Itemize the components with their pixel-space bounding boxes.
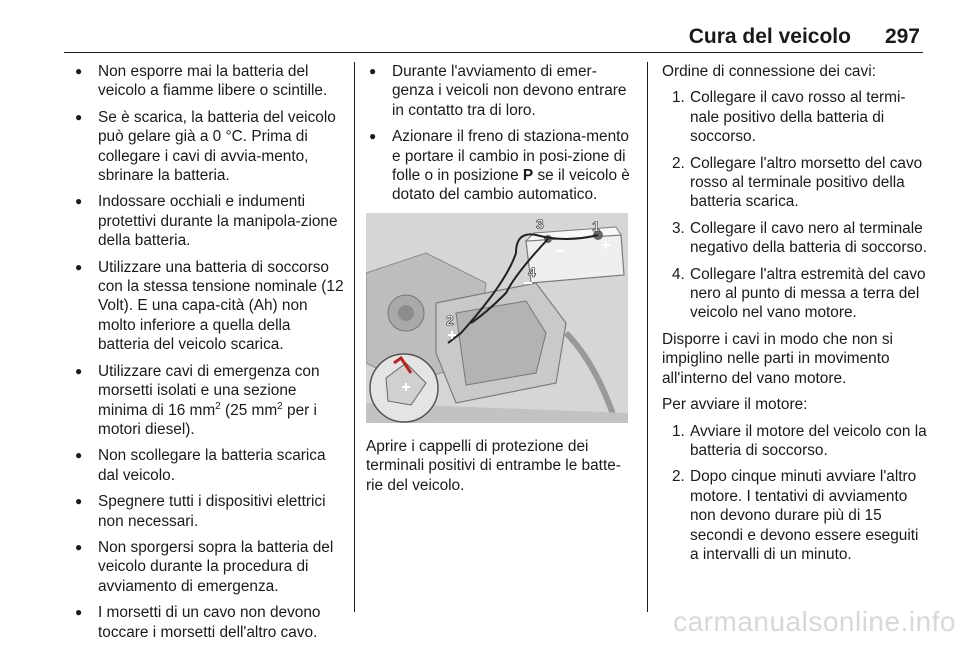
- connection-order-intro: Ordine di connessione dei cavi:: [662, 63, 876, 80]
- list-item: ● Azionare il freno di staziona-mento e portare il cambio in posi-zione di folle o in posizione P se il veicolo è dotato del cambio automatico.: [366, 127, 634, 205]
- engine-bay-drawing: [366, 213, 628, 423]
- list-item: 1. Collegare il cavo rosso al termi-nale positivo della batteria di soccorso.: [672, 89, 906, 146]
- figure-caption: Aprire i cappelli di protezione dei terminali positivi di entrambe le batte-rie del veicolo.: [366, 437, 621, 494]
- list-item: ● Utilizzare cavi di emergenza con morsetti isolati e una sezione minima di 16 $mm^2$ (25 $mm^2$ per i motori diesel).: [72, 362, 344, 440]
- list-item: ● Non sporgersi sopra la batteria del veicolo durante la procedura di avviamento di emergenza.: [72, 538, 344, 596]
- callout-1: 1: [592, 217, 600, 234]
- callout-2: 2: [446, 311, 454, 328]
- watermark: carmanualsonline.info: [673, 606, 956, 637]
- list-item: 4. Collegare l'altra estremità del cavo nero al punto di messa a terra del veicolo nel vano motore.: [672, 265, 926, 322]
- bullet-list: [366, 62, 634, 205]
- callout-3: 3: [536, 215, 544, 232]
- list-item: 2. Collegare l'altro morsetto del cavo rosso al terminale positivo della batteria scarica.: [672, 154, 923, 211]
- column-left: [72, 62, 344, 649]
- page-header: [689, 18, 920, 50]
- page-number: 297: [884, 25, 920, 48]
- list-item: 1. Avviare il motore del veicolo con la batteria di soccorso.: [672, 422, 927, 459]
- start-engine-intro: Per avviare il motore:: [662, 396, 808, 414]
- list-item: ● Durante l'avviamento di emer-genza i veicoli non devono entrare in contatto tra di loro.: [366, 62, 634, 120]
- list-item: ● I morsetti di un cavo non devono toccare i morsetti dell'altro cavo.: [72, 603, 344, 642]
- cable-routing-note: Disporre i cavi in modo che non si impiglino nelle parti in movimento all'interno del vano motore.: [662, 330, 893, 387]
- bullet-list: [72, 62, 344, 642]
- engine-bay-illustration: [366, 213, 628, 423]
- callout-4: 4: [528, 263, 536, 280]
- header-rule: [64, 52, 923, 53]
- column-middle: [366, 62, 634, 502]
- column-right: [662, 62, 930, 571]
- list-item: ● Se è scarica, la batteria del veicolo può gelare già a 0 °C. Prima di collegare i cavi di avvia-mento, sbrinare la batteria.: [72, 108, 344, 186]
- start-steps: [662, 422, 930, 565]
- column-divider: [354, 62, 355, 612]
- list-item: 2. Dopo cinque minuti avviare l'altro motore. I tentativi di avviamento non devono durare più di 15 secondi e devono essere eseguiti a intervalli di un minuto.: [672, 468, 919, 563]
- gear-position-p: P: [522, 167, 534, 185]
- column-divider: [647, 62, 648, 612]
- list-item: ● Indossare occhiali e indumenti protettivi durante la manipola-zione della batteria.: [72, 192, 344, 250]
- list-item: 3. Collegare il cavo nero al terminale negativo della batteria di soccorso.: [672, 219, 927, 257]
- section-title: Cura del veicolo: [688, 25, 851, 48]
- list-item: ● Utilizzare una batteria di soccorso con la stessa tensione nominale (12 Volt). E una capa-cità (Ah) non molto inferiore a quella della batteria del veicolo scarica.: [72, 258, 344, 355]
- connection-steps: [662, 88, 930, 322]
- list-item: ● Non scollegare la batteria scarica dal veicolo.: [72, 446, 344, 485]
- list-item: ● Non esporre mai la batteria del veicolo a fiamme libere o scintille.: [72, 62, 344, 101]
- list-item: ● Spegnere tutti i dispositivi elettrici non necessari.: [72, 492, 344, 531]
